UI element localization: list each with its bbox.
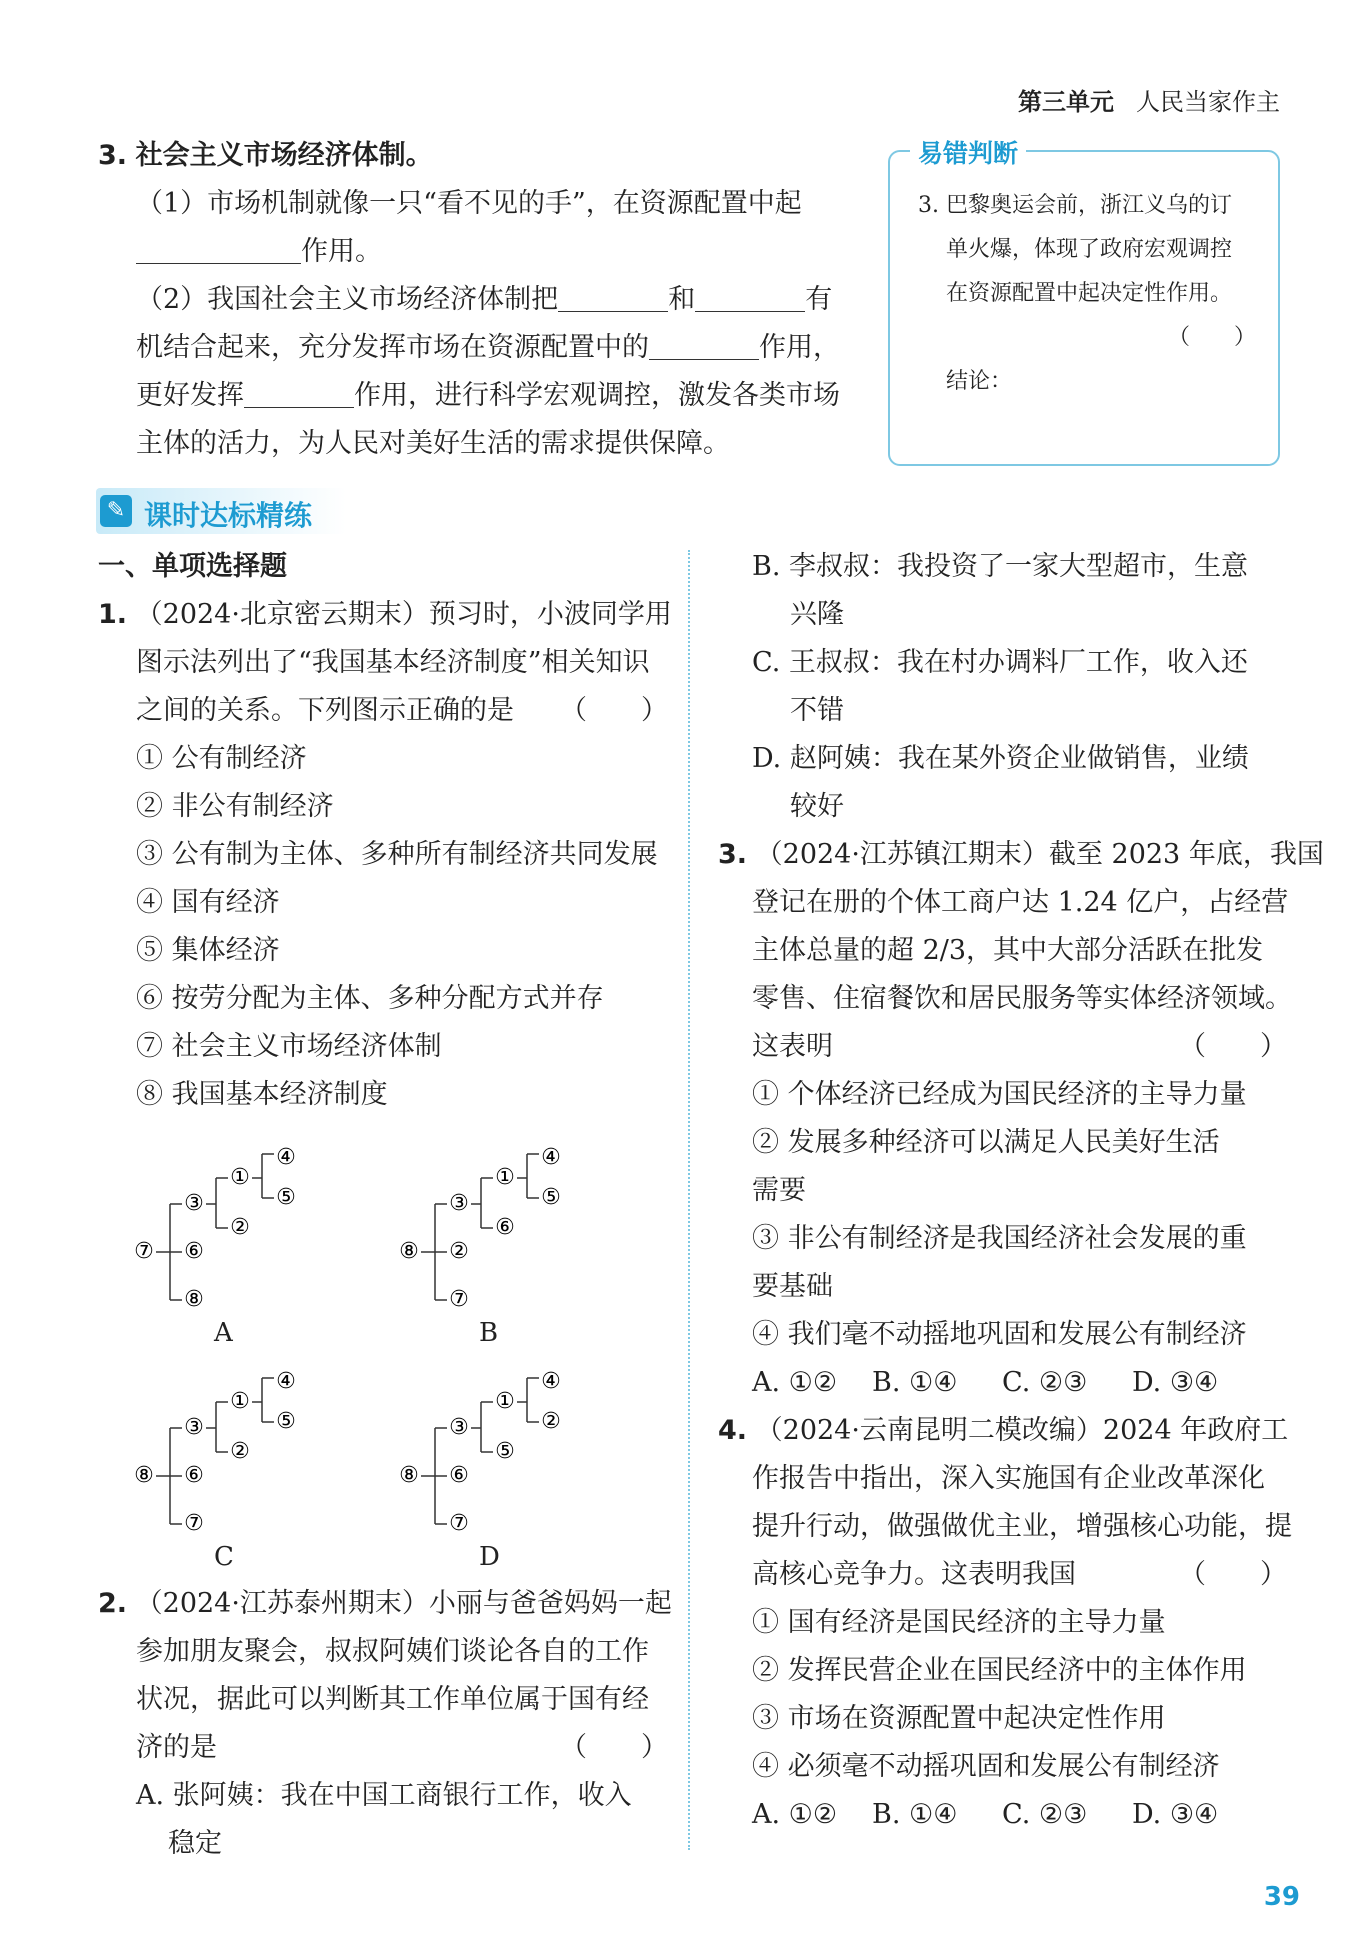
blank[interactable] [558,281,668,312]
blank[interactable] [136,233,301,264]
q1-item: ③ 公有制为主体、多种所有制经济共同发展 [136,839,658,870]
tree-node: ④ [276,1145,296,1170]
tree-option-label: A [214,1318,233,1348]
tree-diagram-b [395,1145,595,1352]
option-a[interactable]: A. 张阿姨：我在中国工商银行工作，收入 [136,1780,632,1811]
tree-node-root: ⑦ [134,1239,154,1264]
question-4: 4. （2024·云南昆明二模改编）2024 年政府工 [718,1415,1289,1446]
tree-node: ③ [184,1191,204,1216]
tree-option-label: D [479,1542,500,1572]
tree-node: ③ [449,1415,469,1440]
q1-item: ② 非公有制经济 [136,791,334,822]
option-a[interactable]: A. ①② [752,1367,838,1398]
part-heading: 一、单项选择题 [98,551,287,582]
right-column: B. 李叔叔：我投资了一家大型超市，生意 兴隆 C. 王叔叔：我在村办调料厂工作，收入还 不错 D. 赵阿姨：我在某外资企业做销售，业绩 较好 3. （2024·江苏镇江期末）截至 2023 年底，我国 登记在册的个体工商户达 1.24 亿户，占经营 主体总量的超 2/3，其中大部分活跃在批发 零售、住宿餐饮和居民服务等实体经济领域。 这表明 （ ） ① 个体经济已经成为国民经济的主导力量 ② 发展多种经济可以满足人民美好生活 需要 ③ 非公有制经济是我国经济社会发展的重 要基础 ④ 我们毫不动摇地巩固和发展公有制经济 A. ①② B. ①④ C. ②③ D. ③④ 4. （2024·云南昆明二模改编）2024 年政府工 作报告中指出，深入实施国有企业改革深化 提升行动，做强做优主业，增强核心功能，提 高核心竞争力。这表明我国 （ ） ① 国有经济是国民经济的主导力量 ② 发挥民营企业在国民经济中的主体作用 ③ 市场在资源配置中起决定性作用 ④ 必须毫不动摇巩固和发展公有制经济 A. ①② B. ①④ C. ②③ D. ③④ [752,543,1287,1839]
conclusion-label: 结论： [946,369,1013,394]
answer-paren[interactable]: （ ） [1179,1559,1287,1590]
tree-diagram-a [130,1145,330,1352]
q3-part1-cont: 作用。 [98,228,858,276]
tree-node: ④ [541,1369,561,1394]
option-c[interactable]: C. ②③ [1002,1367,1088,1398]
tree-node: ⑤ [541,1185,561,1210]
q4-options [752,1791,1287,1839]
error-judgment-box: 易错判断 3. 巴黎奥运会前，浙江义乌的订 单火爆，体现了政府宏观调控 在资源配置中起决定性作用。 （ ） 结论： [888,150,1280,466]
top-question-3: 3. 社会主义市场经济体制。 （1）市场机制就像一只“看不见的手”，在资源配置中起 作用。 （2）我国社会主义市场经济体制把 和 有 机结合起来，充分发挥市场在资源配置中的 作用， 更好发挥 作用，进行科学宏观调控，激发各类市场 主体的活力，为人民对美好生活的需求提供保障。 [98,132,858,468]
answer-paren[interactable]: （ ） [560,1732,668,1763]
tree-diagram-d [395,1369,595,1576]
tree-node: ① [495,1165,515,1190]
q1-item: ⑤ 集体经济 [136,935,280,966]
tree-node: ⑦ [449,1511,469,1536]
q3-part2: （2）我国社会主义市场经济体制把 和 有 [98,276,858,324]
q1-item: ① 公有制经济 [136,743,307,774]
unit-label: 第三单元 [1018,88,1114,116]
q1-item: ⑥ 按劳分配为主体、多种分配方式并存 [136,983,604,1014]
option-d[interactable]: D. 赵阿姨：我在某外资企业做销售，业绩 [752,743,1249,774]
tree-node: ⑥ [449,1463,469,1488]
tree-node: ⑤ [276,1185,296,1210]
running-header [1018,82,1280,117]
note-title: 易错判断 [910,132,1026,176]
tree-node: ⑤ [495,1439,515,1464]
question-2: 2. （2024·江苏泰州期末）小丽与爸爸妈妈一起 参加朋友聚会，叔叔阿姨们谈论各自的工作 状况，据此可以判断其工作单位属于国有经 济的是 （ ） A. 张阿姨：我在中国工商银行工作，收入 稳定 [98,1588,672,1859]
tree-node-root: ⑧ [134,1463,154,1488]
answer-paren[interactable]: （ ） [1168,325,1257,350]
q3-part1: （1）市场机制就像一只“看不见的手”，在资源配置中起 [136,188,802,219]
tree-node: ③ [449,1191,469,1216]
tree-option-label: B [479,1318,499,1348]
q1-item: ⑦ 社会主义市场经济体制 [136,1031,442,1062]
tree-node-root: ⑧ [399,1239,419,1264]
unit-title: 人民当家作主 [1136,88,1280,116]
answer-paren[interactable]: （ ） [560,695,668,726]
tree-node: ③ [184,1415,204,1440]
q1-item: ⑧ 我国基本经济制度 [136,1079,388,1110]
page-number: 39 [1263,1882,1300,1912]
tree-node: ⑧ [184,1287,204,1312]
tree-node: ① [230,1389,250,1414]
option-d[interactable]: D. ③④ [1132,1367,1219,1398]
option-b[interactable]: B. ①④ [872,1799,958,1830]
q3-options [752,1359,1287,1407]
tree-node: ④ [276,1369,296,1394]
option-a[interactable]: A. ①② [752,1799,838,1830]
option-c[interactable]: C. ②③ [1002,1799,1088,1830]
tree-node: ② [449,1239,469,1264]
tree-node: ⑤ [276,1409,296,1434]
option-b[interactable]: B. ①④ [872,1367,958,1398]
left-column: 一、单项选择题 1. （2024·北京密云期末）预习时，小波同学用 图示法列出了“我国基本经济制度”相关知识 之间的关系。下列图示正确的是 （ ） ① 公有制经济 ② 非公有制经济 ③ 公有制为主体、多种所有制经济共同发展 ④ 国有经济 ⑤ 集体经济 ⑥ 按劳分配为主体、多种分配方式并存 ⑦ 社会主义市场经济体制 ⑧ 我国基本经济制度 [98,543,668,1119]
tree-diagram-c [130,1369,330,1576]
tree-node: ⑥ [184,1463,204,1488]
tree-node: ⑦ [184,1511,204,1536]
tree-option-label: C [214,1542,234,1572]
tree-node: ② [230,1439,250,1464]
option-c[interactable]: C. 王叔叔：我在村办调料厂工作，收入还 [752,647,1248,678]
tree-node: ② [230,1215,250,1240]
blank[interactable] [244,377,354,408]
answer-paren[interactable]: （ ） [1179,1031,1287,1062]
question-number: 3. [98,140,128,171]
tree-node: ⑥ [495,1215,515,1240]
blank[interactable] [649,329,759,360]
tree-node: ⑦ [449,1287,469,1312]
tree-node: ① [230,1165,250,1190]
question-3: 3. （2024·江苏镇江期末）截至 2023 年底，我国 [718,839,1324,870]
tree-node: ① [495,1389,515,1414]
option-d[interactable]: D. ③④ [1132,1799,1219,1830]
section-header [96,488,346,534]
blank[interactable] [695,281,805,312]
tree-node: ⑥ [184,1239,204,1264]
pencil-icon: ✎ [100,495,132,527]
tree-node: ② [541,1409,561,1434]
section-title: 课时达标精练 [144,499,313,532]
tree-node-root: ⑧ [399,1463,419,1488]
q1-item: ④ 国有经济 [136,887,280,918]
tree-node: ④ [541,1145,561,1170]
column-divider [688,550,690,1850]
question-title: 社会主义市场经济体制。 [135,140,433,171]
option-b[interactable]: B. 李叔叔：我投资了一家大型超市，生意 [752,551,1249,582]
